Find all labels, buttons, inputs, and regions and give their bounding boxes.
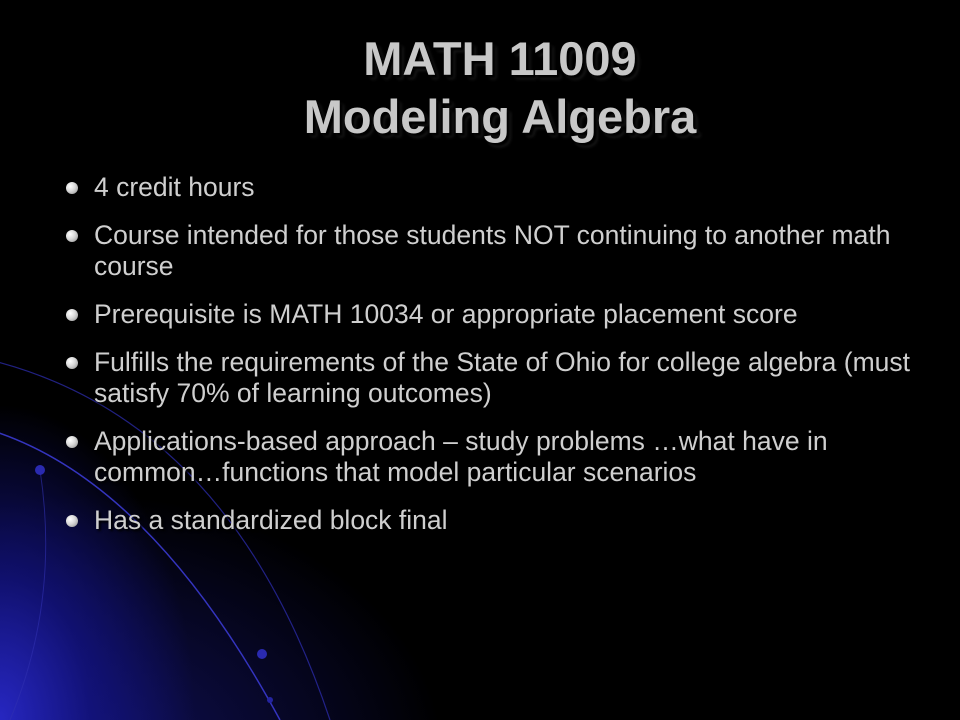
bullet-item — [62, 172, 922, 203]
title-line-course-name: Modeling Algebra — [303, 90, 697, 143]
decor-dot-1 — [35, 465, 45, 475]
bullet-item — [62, 299, 922, 330]
bullet-text: Applications-based approach – study problems …what have in common…functions that model particular scenarios — [94, 426, 828, 487]
bullet-item — [62, 347, 922, 409]
decor-dot-2 — [257, 649, 267, 659]
disc-bullet-icon — [66, 309, 78, 321]
title-line-course-code: MATH 11009 — [363, 32, 637, 85]
slide-title — [0, 30, 960, 146]
disc-bullet-icon — [66, 230, 78, 242]
disc-bullet-icon — [66, 436, 78, 448]
bullet-text: Prerequisite is MATH 10034 or appropriate placement score — [94, 299, 798, 329]
bullet-text: Fulfills the requirements of the State of Ohio for college algebra (must satisfy 70% of learning outcomes) — [94, 347, 911, 408]
bullet-item — [62, 220, 922, 282]
bullet-list — [62, 172, 922, 553]
bullet-item — [62, 426, 922, 488]
disc-bullet-icon — [66, 357, 78, 369]
disc-bullet-icon — [66, 515, 78, 527]
bullet-text: 4 credit hours — [94, 172, 255, 202]
bullet-text: Has a standardized block final — [94, 505, 448, 535]
decor-dot-3 — [267, 697, 273, 703]
bullet-item — [62, 505, 922, 536]
bullet-text: Course intended for those students NOT continuing to another math course — [94, 220, 891, 281]
disc-bullet-icon — [66, 182, 78, 194]
